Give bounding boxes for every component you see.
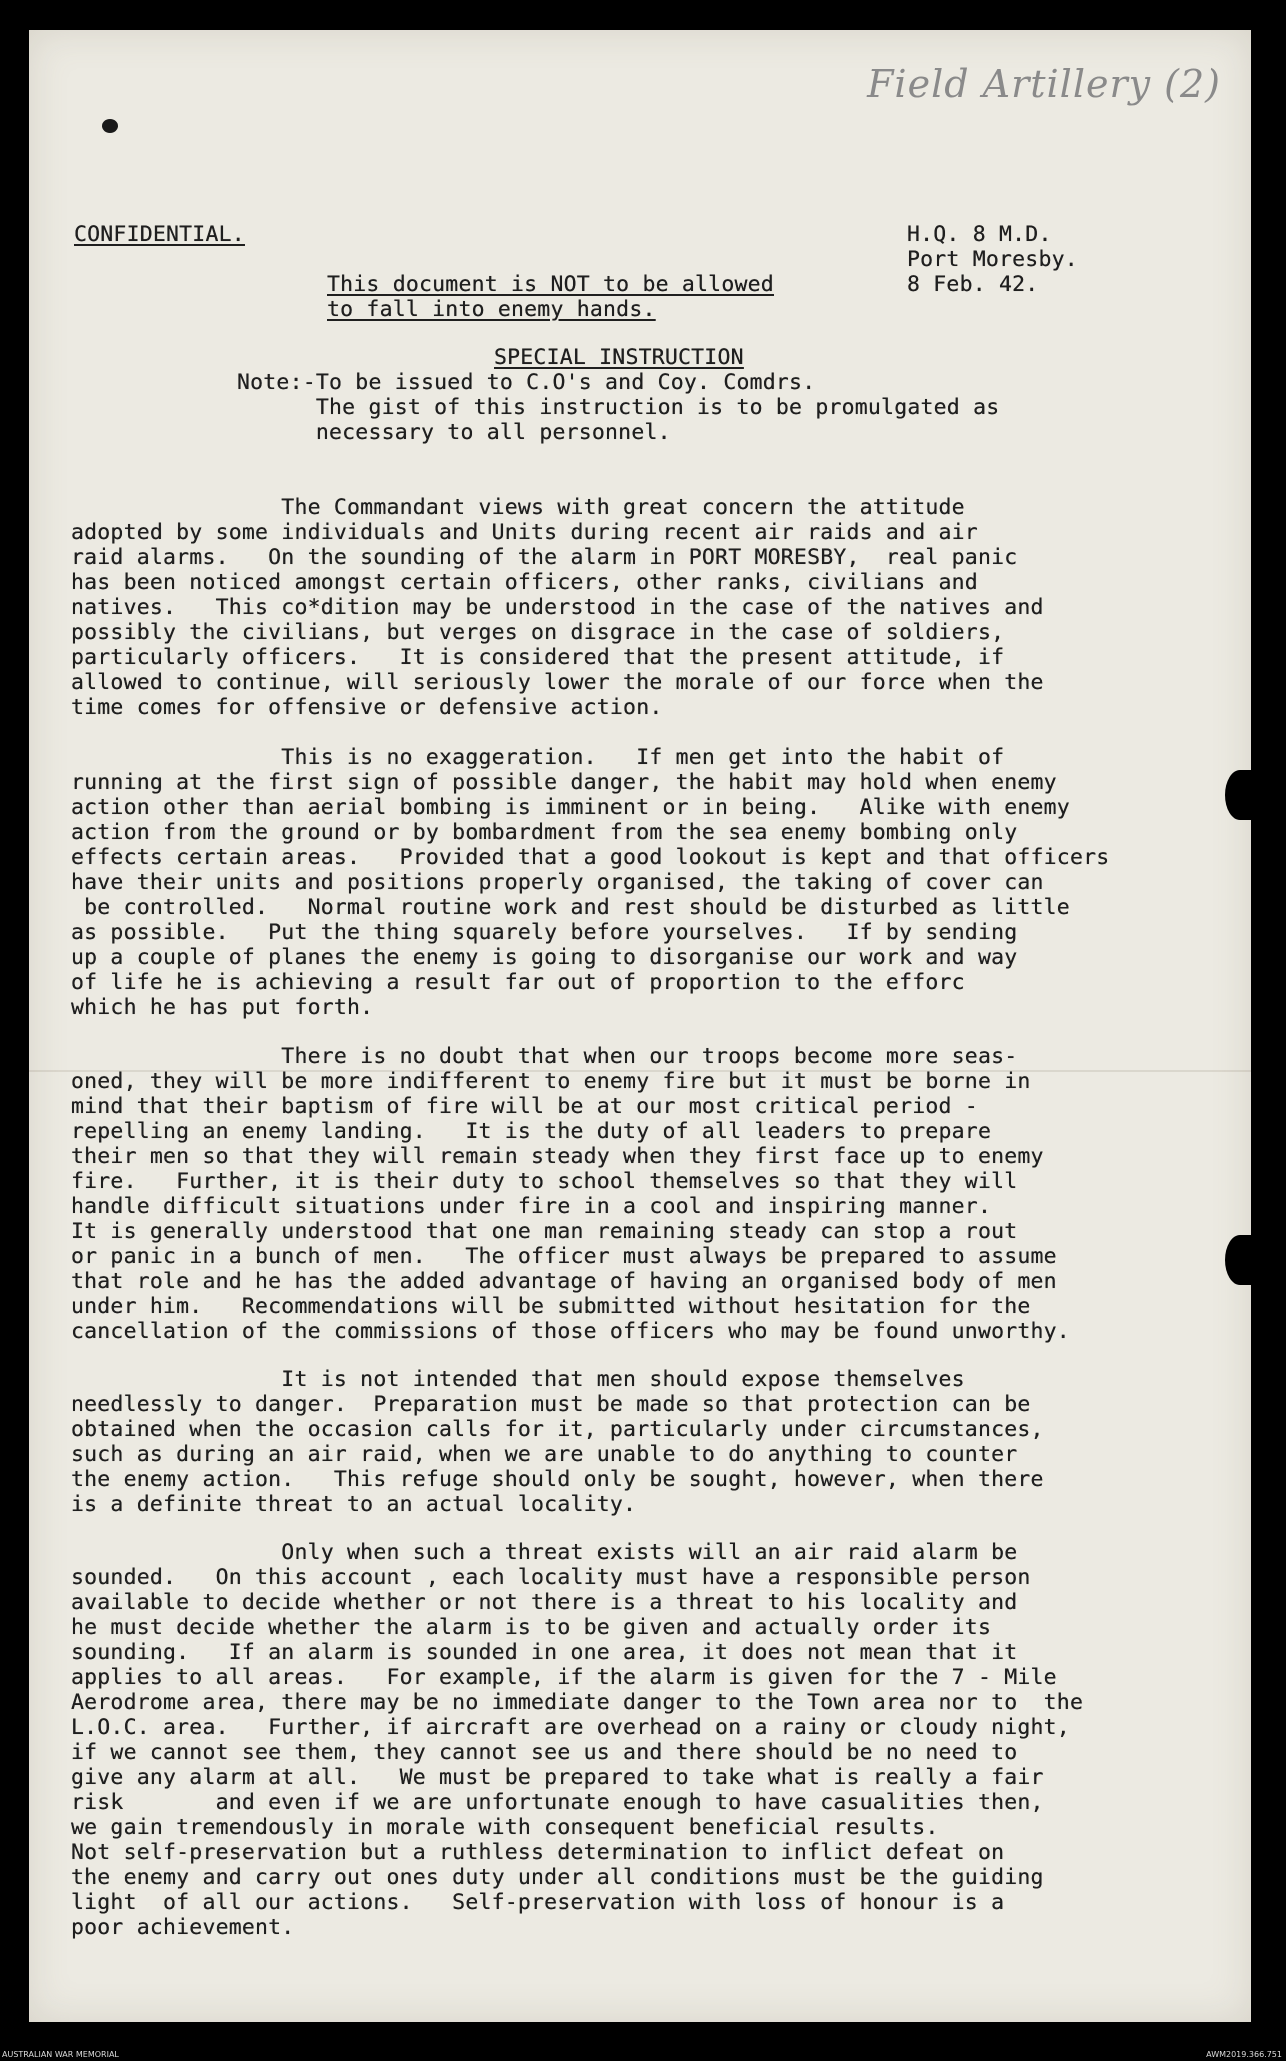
text-line: that role and he has the added advantage of having an organised body of men bbox=[71, 1269, 1057, 1294]
text-line: as possible. Put the thing squarely before yourselves. If by sending bbox=[71, 920, 1018, 945]
text-line: applies to all areas. For example, if the alarm is given for the 7 - Mile bbox=[71, 1665, 1057, 1690]
text-line: such as during an air raid, when we are unable to do anything to counter bbox=[71, 1442, 1018, 1467]
archive-credit: AUSTRALIAN WAR MEMORIAL bbox=[2, 2050, 119, 2059]
text-line: their men so that they will remain steady when they first face up to enemy bbox=[71, 1144, 1044, 1169]
text-line: needlessly to danger. Preparation must be made so that protection can be bbox=[71, 1392, 1031, 1417]
paragraph-4 bbox=[71, 1367, 1231, 1517]
warning-line: to fall into enemy hands. bbox=[327, 297, 656, 322]
text-line: sounding. If an alarm is sounded in one area, it does not mean that it bbox=[71, 1640, 1018, 1665]
note-line: necessary to all personnel. bbox=[237, 420, 671, 445]
text-line: action other than aerial bombing is imminent or in being. Alike with enemy bbox=[71, 795, 1070, 820]
text-line: is a definite threat to an actual locality. bbox=[71, 1492, 637, 1517]
text-line: fire. Further, it is their duty to school themselves so that they will bbox=[71, 1169, 1018, 1194]
handwritten-annotation: Field Artillery (2) bbox=[867, 62, 1221, 106]
text-line: give any alarm at all. We must be prepared to take what is really a fair bbox=[71, 1765, 1044, 1790]
text-line: we gain tremendously in morale with consequent beneficial results. bbox=[71, 1815, 939, 1840]
warning-line: This document is NOT to be allowed bbox=[327, 272, 774, 297]
text-line: the enemy and carry out ones duty under all conditions must be the guiding bbox=[71, 1865, 1044, 1890]
text-line: poor achievement. bbox=[71, 1915, 295, 1940]
text-line: obtained when the occasion calls for it, particularly under circumstances, bbox=[71, 1417, 1044, 1442]
text-line: or panic in a bunch of men. The officer must always be prepared to assume bbox=[71, 1244, 1057, 1269]
text-line: raid alarms. On the sounding of the alarm in PORT MORESBY, real panic bbox=[71, 545, 1018, 570]
paragraph-3 bbox=[71, 1044, 1231, 1344]
text-line: be controlled. Normal routine work and rest should be disturbed as little bbox=[71, 895, 1070, 920]
archive-reference: AWM2019.366.751 bbox=[1206, 2050, 1282, 2059]
note-line: Note:-To be issued to C.O's and Coy. Comdrs. bbox=[237, 370, 816, 395]
text-line: if we cannot see them, they cannot see us and there should be no need to bbox=[71, 1740, 1018, 1765]
text-line: risk and even if we are unfortunate enough to have casualities then, bbox=[71, 1790, 1044, 1815]
distribution-note bbox=[237, 370, 999, 445]
text-line: has been noticed amongst certain officers, other ranks, civilians and bbox=[71, 570, 978, 595]
text-line: repelling an enemy landing. It is the duty of all leaders to prepare bbox=[71, 1119, 992, 1144]
text-line: which he has put forth. bbox=[71, 995, 374, 1020]
text-line: he must decide whether the alarm is to be given and actually order its bbox=[71, 1615, 992, 1640]
text-line: under him. Recommendations will be submitted without hesitation for the bbox=[71, 1294, 1031, 1319]
origin-date: 8 Feb. 42. bbox=[907, 272, 1039, 297]
text-line: up a couple of planes the enemy is going to disorganise our work and way bbox=[71, 945, 1018, 970]
text-line: allowed to continue, will seriously lower the morale of our force when the bbox=[71, 670, 1044, 695]
text-line: available to decide whether or not there is a threat to his locality and bbox=[71, 1590, 1018, 1615]
text-line: cancellation of the commissions of those officers who may be found unworthy. bbox=[71, 1319, 1070, 1344]
text-line: natives. This co*dition may be understood in the case of the natives and bbox=[71, 595, 1044, 620]
text-line: sounded. On this account , each locality must have a responsible person bbox=[71, 1565, 1031, 1590]
text-line: The Commandant views with great concern the attitude bbox=[71, 495, 965, 520]
note-line: The gist of this instruction is to be promulgated as bbox=[237, 395, 1000, 420]
text-line: mind that their baptism of fire will be at our most critical period - bbox=[71, 1094, 978, 1119]
text-line: It is not intended that men should expose themselves bbox=[71, 1367, 965, 1392]
document-page bbox=[29, 30, 1251, 2022]
text-line: of life he is achieving a result far out of proportion to the efforc bbox=[71, 970, 965, 995]
text-line: have their units and positions properly organised, the taking of cover can bbox=[71, 870, 1044, 895]
origin-block bbox=[907, 222, 1078, 297]
text-line: particularly officers. It is considered that the present attitude, if bbox=[71, 645, 1005, 670]
text-line: possibly the civilians, but verges on disgrace in the case of soldiers, bbox=[71, 620, 1005, 645]
text-line: oned, they will be more indifferent to enemy fire but it must be borne in bbox=[71, 1069, 1031, 1094]
text-line: Only when such a threat exists will an air raid alarm be bbox=[71, 1540, 1018, 1565]
text-line: There is no doubt that when our troops become more seas- bbox=[71, 1044, 1018, 1069]
text-line: Aerodrome area, there may be no immediate danger to the Town area nor to the bbox=[71, 1690, 1084, 1715]
text-line: This is no exaggeration. If men get into the habit of bbox=[71, 745, 1005, 770]
text-line: It is generally understood that one man remaining steady can stop a rout bbox=[71, 1219, 1018, 1244]
text-line: action from the ground or by bombardment from the sea enemy bombing only bbox=[71, 820, 1018, 845]
punch-hole bbox=[102, 119, 118, 133]
origin-line: Port Moresby. bbox=[907, 247, 1078, 272]
paragraph-2 bbox=[71, 745, 1231, 1020]
text-line: L.O.C. area. Further, if aircraft are overhead on a rainy or cloudy night, bbox=[71, 1715, 1070, 1740]
text-line: light of all our actions. Self-preservation with loss of honour is a bbox=[71, 1890, 1005, 1915]
classification-label: CONFIDENTIAL. bbox=[74, 222, 245, 247]
handling-warning bbox=[327, 272, 774, 322]
paragraph-5 bbox=[71, 1540, 1231, 1940]
text-line: adopted by some individuals and Units during recent air raids and air bbox=[71, 520, 978, 545]
paragraph-1 bbox=[71, 495, 1231, 720]
text-line: the enemy action. This refuge should only be sought, however, when there bbox=[71, 1467, 1044, 1492]
text-line: Not self-preservation but a ruthless determination to inflict defeat on bbox=[71, 1840, 1005, 1865]
origin-line: H.Q. 8 M.D. bbox=[907, 222, 1052, 247]
text-line: time comes for offensive or defensive action. bbox=[71, 695, 663, 720]
document-title: SPECIAL INSTRUCTION bbox=[494, 345, 744, 370]
text-line: running at the first sign of possible danger, the habit may hold when enemy bbox=[71, 770, 1057, 795]
text-line: effects certain areas. Provided that a good lookout is kept and that officers bbox=[71, 845, 1110, 870]
text-line: handle difficult situations under fire in a cool and inspiring manner. bbox=[71, 1194, 992, 1219]
